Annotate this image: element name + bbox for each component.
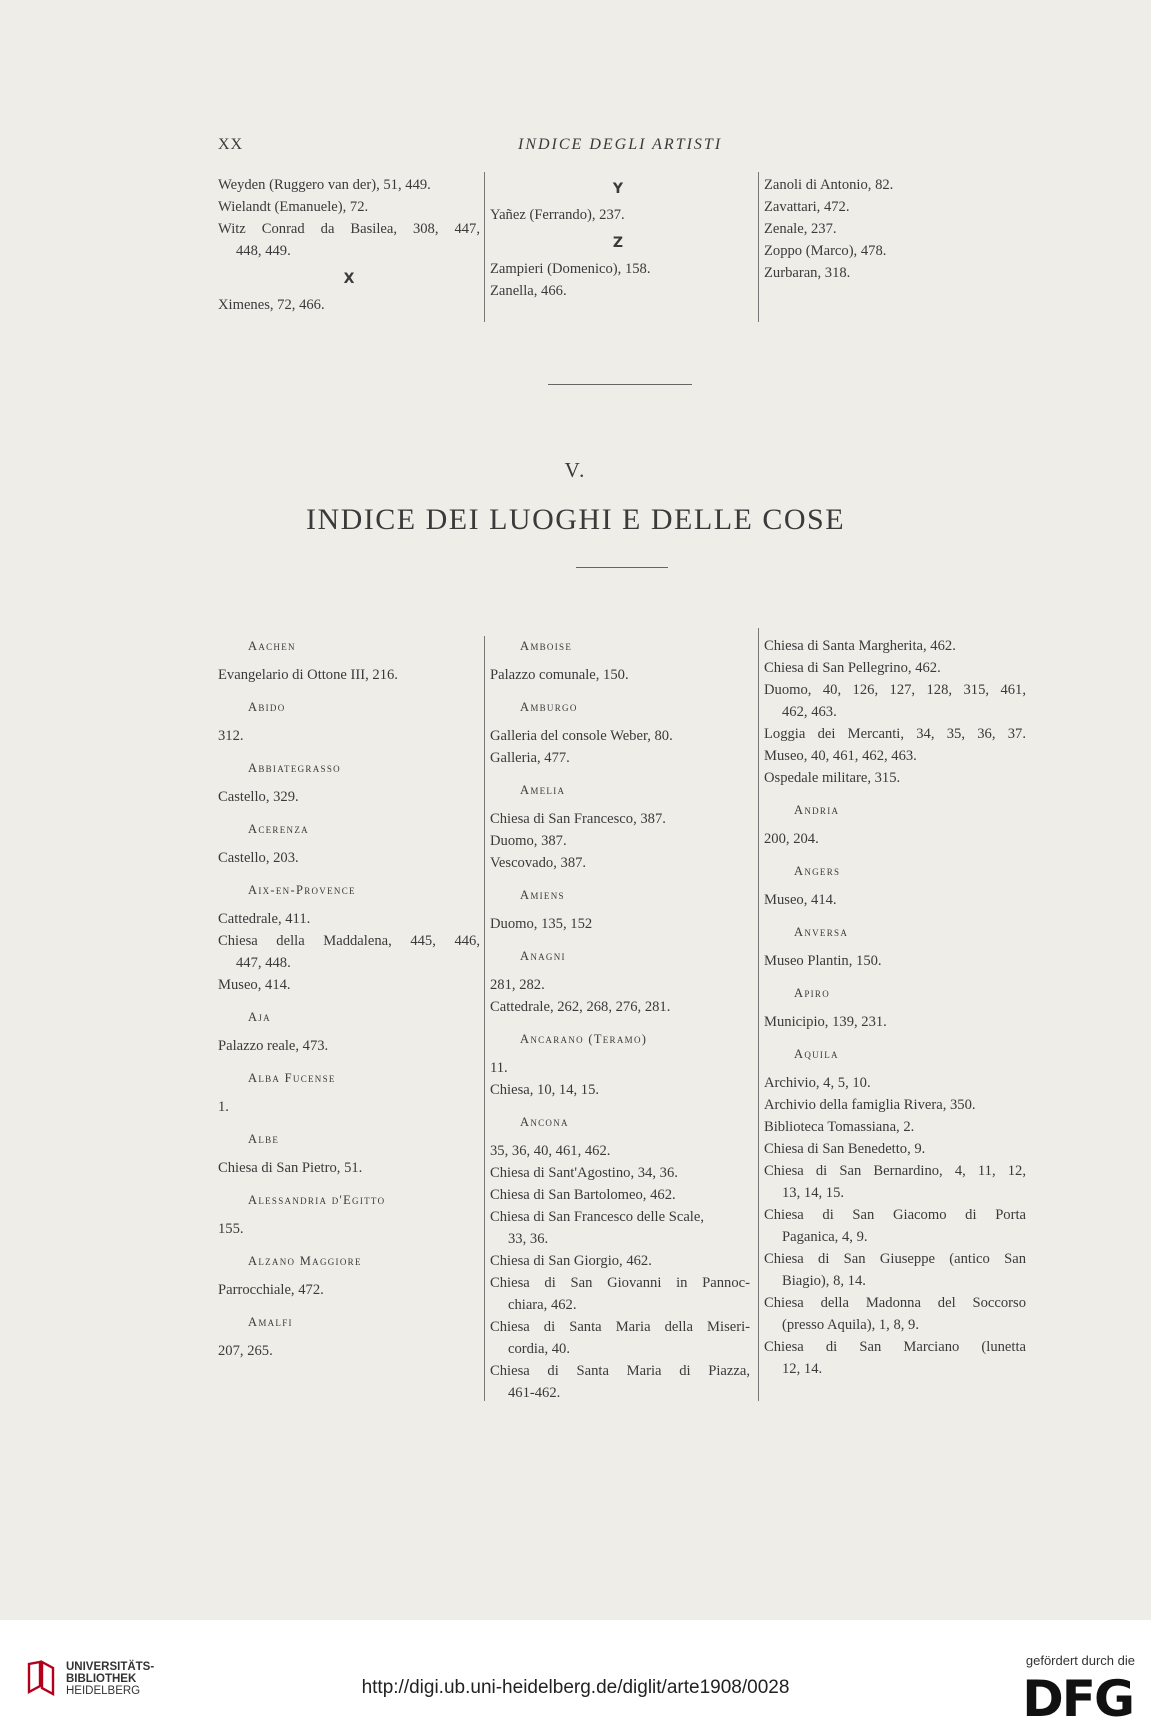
- place-heading: Ancarano (Teramo): [520, 1032, 648, 1046]
- index-entry: Chiesa di San Giuseppe (antico San: [764, 1251, 1026, 1267]
- index-entry: Witz Conrad da Basilea, 308, 447,: [218, 221, 480, 237]
- index-entry: Chiesa di San Pietro, 51.: [218, 1160, 363, 1176]
- index-entry: Chiesa di Santa Margherita, 462.: [764, 638, 956, 654]
- index-entry: 207, 265.: [218, 1343, 273, 1359]
- index-entry: Chiesa di San Benedetto, 9.: [764, 1141, 926, 1157]
- place-heading: Aachen: [248, 639, 296, 653]
- page-number: XX: [218, 136, 244, 153]
- index-entry-continuation: 12, 14.: [782, 1361, 823, 1377]
- library-name-line: UNIVERSITÄTS-: [66, 1661, 155, 1673]
- index-entry: Chiesa della Madonna del Soccorso: [764, 1295, 1026, 1311]
- place-heading: Amalfi: [248, 1315, 293, 1329]
- index-entry: 155.: [218, 1221, 244, 1237]
- index-entry: Chiesa di San Francesco, 387.: [490, 811, 666, 827]
- place-heading: Amburgo: [520, 700, 578, 714]
- index-entry: Museo, 414.: [218, 977, 291, 993]
- places-column-1: [218, 625, 480, 1362]
- index-entry-continuation: 13, 14, 15.: [782, 1185, 845, 1201]
- index-entry-continuation: Paganica, 4, 9.: [782, 1229, 868, 1245]
- index-entry: Chiesa, 10, 14, 15.: [490, 1082, 600, 1098]
- permalink-url[interactable]: http://digi.ub.uni-heidelberg.de/diglit/arte1908/0028: [361, 1677, 790, 1698]
- index-entry: Chiesa della Maddalena, 445, 446,: [218, 933, 480, 949]
- index-entry: Chiesa di Sant'Agostino, 34, 36.: [490, 1165, 678, 1181]
- places-column-3: [764, 635, 1026, 1380]
- place-heading: Angers: [794, 864, 841, 878]
- index-entry: Museo, 414.: [764, 892, 837, 908]
- index-entry: Chiesa di San Giacomo di Porta: [764, 1207, 1026, 1223]
- title-rule: [576, 567, 668, 568]
- artists-column-2: [490, 172, 746, 302]
- index-entry: 200, 204.: [764, 831, 819, 847]
- index-entry: 1.: [218, 1099, 229, 1115]
- index-entry: Archivio, 4, 5, 10.: [764, 1075, 871, 1091]
- index-entry: Parrocchiale, 472.: [218, 1282, 324, 1298]
- place-heading: Abbiategrasso: [248, 761, 341, 775]
- index-entry: Museo Plantin, 150.: [764, 953, 882, 969]
- place-heading: Aix-en-Provence: [248, 883, 356, 897]
- section-separator-rule: [548, 384, 692, 385]
- index-entry: Biblioteca Tomassiana, 2.: [764, 1119, 915, 1135]
- index-entry: Zanella, 466.: [490, 283, 567, 299]
- index-entry: Chiesa di San Pellegrino, 462.: [764, 660, 941, 676]
- dfg-logo: DFG: [1022, 1670, 1133, 1728]
- index-entry: Chiesa di San Giorgio, 462.: [490, 1253, 652, 1269]
- index-entry: Palazzo reale, 473.: [218, 1038, 329, 1054]
- place-heading: Anversa: [794, 925, 849, 939]
- column-divider: [758, 172, 759, 322]
- place-heading: Albe: [248, 1132, 280, 1146]
- index-entry: Castello, 329.: [218, 789, 299, 805]
- index-entry: 312.: [218, 728, 244, 744]
- index-entry-continuation: 447, 448.: [236, 955, 291, 971]
- index-entry: 281, 282.: [490, 977, 545, 993]
- place-heading: Amiens: [520, 888, 565, 902]
- index-entry: Duomo, 40, 126, 127, 128, 315, 461,: [764, 682, 1026, 698]
- places-column-2: [490, 625, 750, 1404]
- index-entry: Vescovado, 387.: [490, 855, 587, 871]
- index-entry: Wielandt (Emanuele), 72.: [218, 199, 369, 215]
- index-entry: Cattedrale, 262, 268, 276, 281.: [490, 999, 671, 1015]
- index-entry: Museo, 40, 461, 462, 463.: [764, 748, 917, 764]
- index-entry-continuation: cordia, 40.: [508, 1341, 571, 1357]
- letter-heading: Z: [612, 235, 624, 251]
- place-heading: Alessandria d'Egitto: [248, 1193, 386, 1207]
- place-heading: Aquila: [794, 1047, 839, 1061]
- place-heading: Alba Fucense: [248, 1071, 336, 1085]
- index-entry: Chiesa di San Bernardino, 4, 11, 12,: [764, 1163, 1026, 1179]
- index-entry-continuation: Biagio), 8, 14.: [782, 1273, 866, 1289]
- index-entry: Zoppo (Marco), 478.: [764, 243, 887, 259]
- index-entry-continuation: 448, 449.: [236, 243, 291, 259]
- index-entry: Cattedrale, 411.: [218, 911, 311, 927]
- index-entry: Chiesa di San Giovanni in Pannoc-: [490, 1275, 750, 1291]
- index-entry: Zampieri (Domenico), 158.: [490, 261, 651, 277]
- index-entry-continuation: 33, 36.: [508, 1231, 549, 1247]
- letter-heading: Y: [612, 181, 624, 197]
- place-heading: Alzano Maggiore: [248, 1254, 362, 1268]
- index-entry: Zanoli di Antonio, 82.: [764, 177, 894, 193]
- place-heading: Amboise: [520, 639, 573, 653]
- artists-column-3: [764, 174, 1026, 284]
- index-entry: Archivio della famiglia Rivera, 350.: [764, 1097, 976, 1113]
- place-heading: Anagni: [520, 949, 566, 963]
- index-entry: 11.: [490, 1060, 508, 1076]
- index-entry-continuation: chiara, 462.: [508, 1297, 577, 1313]
- index-entry: Galleria del console Weber, 80.: [490, 728, 673, 744]
- index-entry: Weyden (Ruggero van der), 51, 449.: [218, 177, 431, 193]
- place-heading: Abido: [248, 700, 286, 714]
- section-title: INDICE DEI LUOGHI E DELLE COSE: [305, 503, 846, 536]
- place-heading: Aja: [248, 1010, 271, 1024]
- index-entry: Municipio, 139, 231.: [764, 1014, 887, 1030]
- index-entry: Palazzo comunale, 150.: [490, 667, 629, 683]
- letter-heading: X: [343, 271, 355, 287]
- artists-column-1: [218, 174, 480, 316]
- library-name-line: HEIDELBERG: [66, 1685, 141, 1697]
- index-entry: Duomo, 135, 152: [490, 916, 593, 932]
- index-entry: Evangelario di Ottone III, 216.: [218, 667, 398, 683]
- funder-caption: gefördert durch die: [1025, 1653, 1135, 1668]
- index-entry: Duomo, 387.: [490, 833, 567, 849]
- index-entry-continuation: 461-462.: [508, 1385, 561, 1401]
- place-heading: Amelia: [520, 783, 566, 797]
- place-heading: Apiro: [794, 986, 831, 1000]
- index-entry: Zenale, 237.: [764, 221, 837, 237]
- column-divider: [758, 628, 759, 1401]
- index-entry: Zavattari, 472.: [764, 199, 850, 215]
- library-name-line: BIBLIOTHEK: [66, 1673, 137, 1685]
- index-entry: Chiesa di San Bartolomeo, 462.: [490, 1187, 676, 1203]
- place-heading: Acerenza: [248, 822, 309, 836]
- column-divider: [484, 636, 485, 1401]
- index-entry: Chiesa di Santa Maria della Miseri-: [490, 1319, 750, 1335]
- index-entry-continuation: 462, 463.: [782, 704, 837, 720]
- digitization-footer: [0, 1620, 1151, 1732]
- column-divider: [484, 172, 485, 322]
- place-heading: Ancona: [520, 1115, 569, 1129]
- index-entry: Castello, 203.: [218, 850, 299, 866]
- running-title: INDICE DEGLI ARTISTI: [518, 136, 723, 153]
- index-entry: Ospedale militare, 315.: [764, 770, 901, 786]
- index-entry: Galleria, 477.: [490, 750, 570, 766]
- index-entry: Chiesa di San Marciano (lunetta: [764, 1339, 1026, 1355]
- index-entry: Chiesa di Santa Maria di Piazza,: [490, 1363, 750, 1379]
- index-entry: Yañez (Ferrando), 237.: [490, 207, 625, 223]
- index-entry: Zurbaran, 318.: [764, 265, 851, 281]
- section-number: V.: [564, 458, 587, 482]
- index-entry: Ximenes, 72, 466.: [218, 297, 325, 313]
- index-entry: Loggia dei Mercanti, 34, 35, 36, 37.: [764, 726, 1026, 742]
- place-heading: Andria: [794, 803, 840, 817]
- index-entry: 35, 36, 40, 461, 462.: [490, 1143, 611, 1159]
- index-entry: Chiesa di San Francesco delle Scale,: [490, 1209, 704, 1225]
- index-entry-continuation: (presso Aquila), 1, 8, 9.: [782, 1317, 920, 1333]
